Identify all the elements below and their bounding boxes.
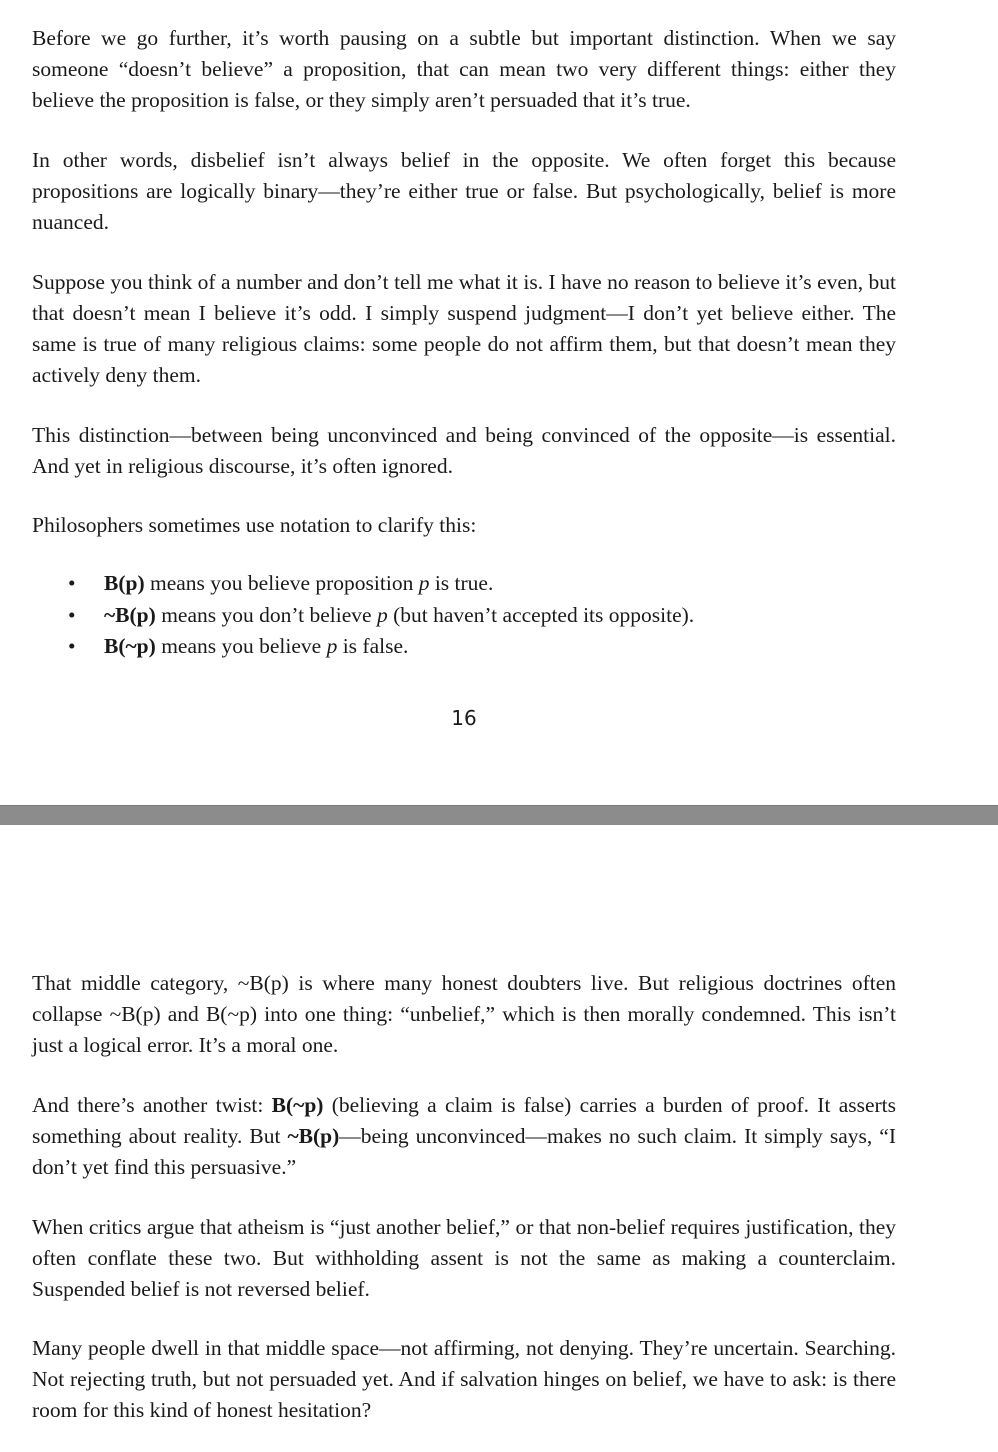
paragraph: Before we go further, it’s worth pausing on a subtle but important distinction. When we say someone “doesn’t believe” a proposition, that can mean two very different things: either they believe the proposition is false, or they simply aren’t persuaded that it’s true. — [32, 26, 896, 112]
list-text: means you believe proposition — [144, 571, 419, 595]
list-text: (but haven’t accepted its opposite). — [387, 602, 695, 627]
paragraph: Philosophers sometimes use notation to clarify this: — [32, 513, 477, 537]
notation-term: B(p) — [104, 571, 145, 595]
paragraph: That middle category, ~B(p) is where many honest doubters live. But religious doctrines often collapse ~B(p) and B(~p) into one thing: “unbelief,” which is then morally condemned. This isn’t just a logical error. It’s a moral one. — [32, 971, 896, 1057]
paragraph-text: —being unconvinced—makes no such claim. It simply says, “I don’t yet find this persuasive.” — [32, 1124, 896, 1179]
notation-term: B(~p) — [271, 1093, 324, 1117]
notation-term: ~B(p) — [104, 602, 156, 627]
paragraph: When critics argue that atheism is “just another belief,” or that non-belief requires justification, they often conflate these two. But withholding assent is not the same as making a counterclaim. Suspended belief is not reversed belief. — [32, 1215, 896, 1301]
variable: p — [376, 602, 388, 627]
paragraph-text: (believing a claim is false) carries a burden of proof. It asserts something about reality. But — [32, 1093, 897, 1148]
paragraph: Many people dwell in that middle space—not affirming, not denying. They’re uncertain. Searching. Not rejecting truth, but not persuaded yet. And if salvation hinges on belief, we have to ask: is there room for this kind of honest hesitation? — [32, 1336, 896, 1422]
list-text: is true. — [429, 571, 494, 595]
bullet-icon: • — [68, 634, 76, 658]
page-17 — [0, 825, 998, 1452]
paragraph: This distinction—between being unconvinced and being convinced of the opposite—is essential. And yet in religious discourse, it’s often ignored. — [32, 423, 896, 478]
bullet-icon: • — [68, 602, 76, 627]
page-number: 16 — [451, 706, 477, 730]
notation-term: B(~p) — [104, 634, 156, 658]
variable: p — [326, 634, 338, 658]
list-item — [32, 631, 896, 663]
notation-list — [32, 568, 896, 663]
list-item — [32, 568, 896, 600]
list-text: means you don’t believe — [155, 602, 377, 627]
bullet-icon: • — [68, 571, 76, 595]
list-item — [32, 600, 896, 632]
list-text: means you believe — [155, 634, 327, 658]
list-text: is false. — [337, 634, 409, 658]
paragraph — [32, 1090, 896, 1183]
paragraph-text: And there’s another twist: — [32, 1093, 272, 1117]
page-divider — [0, 805, 998, 825]
notation-term: ~B(p) — [287, 1124, 340, 1148]
variable: p — [418, 571, 430, 595]
paragraph: Suppose you think of a number and don’t tell me what it is. I have no reason to believe it’s even, but that doesn’t mean I believe it’s odd. I simply suspend judgment—I don’t yet believe either. The same is true of many religious claims: some people do not affirm them, but that doesn’t mean they actively deny them. — [32, 270, 896, 387]
paragraph: In other words, disbelief isn’t always belief in the opposite. We often forget this because propositions are logically binary—they’re either true or false. But psychologically, belief is more nuanced. — [32, 148, 896, 234]
